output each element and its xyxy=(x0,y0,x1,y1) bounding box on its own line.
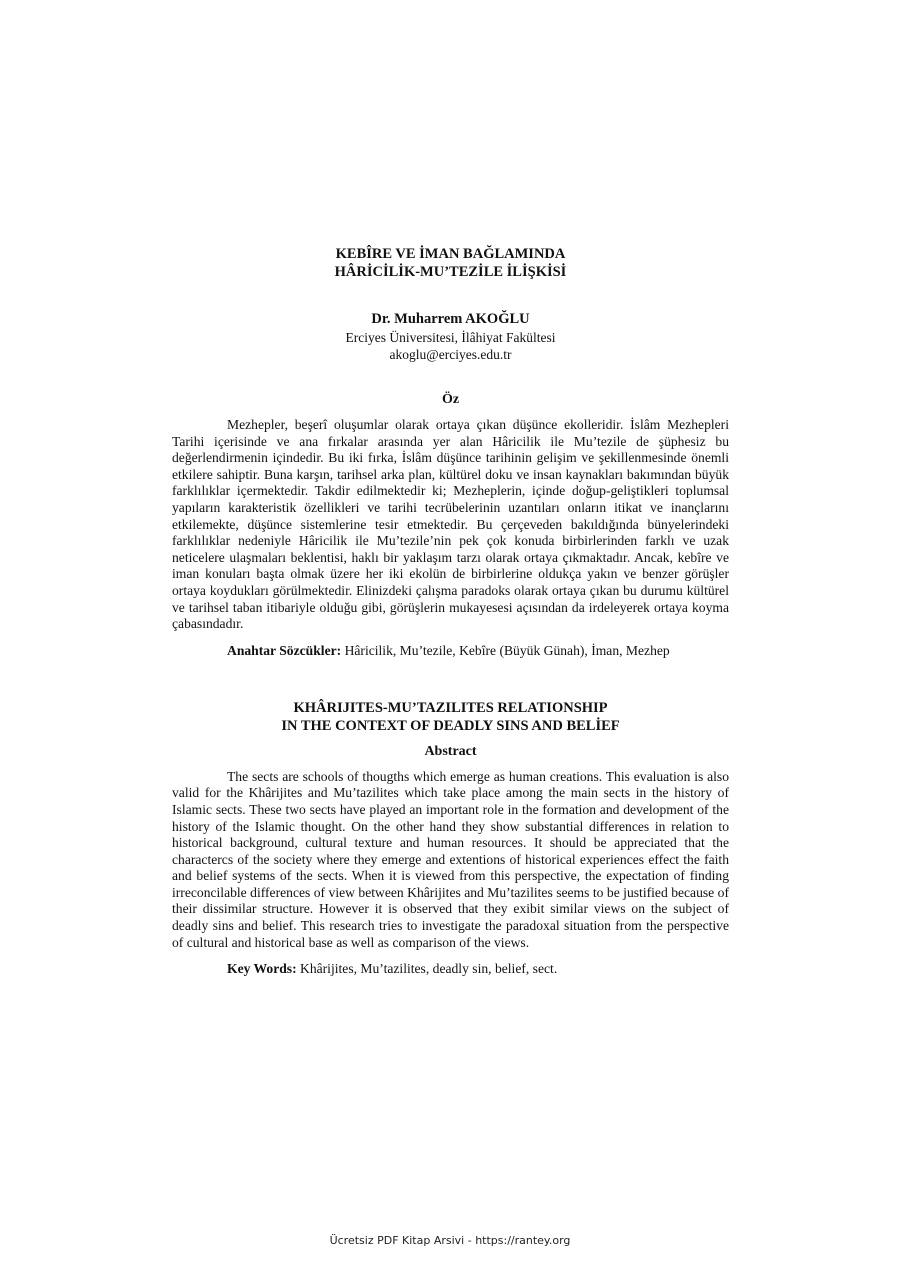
english-abstract-text: The sects are schools of thougths which emerge as human creations. This evaluation is also valid for the Khârijites and Mu’tazilites which take place among the main sects in the history of Islamic sects. These two sects have played an important role in the formation and development of the history of the Islamic thought. On the other hand they show substantial differences in relation to historical background, cultural texture and human resources. It should be appreciated that the charactercs of the society where they emerge and extentions of historical experiences effect the faith and belief systems of the sects. When it is viewed from this perspective, the expectation of finding irreconcilable differences of view between Khârijites and Mu’tazilites seems to be justified because of their dissimilar structure. However it is observed that they exibit similar views on the subject of deadly sins and belief. This research tries to investigate the paradoxal situation from the perspective of cultural and historical base as well as comparison of the views. xyxy=(172,768,729,950)
page-footer: Ücretsiz PDF Kitap Arsivi - https://rantey.org xyxy=(329,1234,571,1247)
turkish-keywords-list: Hâricilik, Mu’tezile, Kebîre (Büyük Günah), İman, Mezhep xyxy=(341,642,670,658)
turkish-abstract-text: Mezhepler, beşerî oluşumlar olarak ortaya çıkan düşünce ekolleridir. İslâm Mezhepleri Tarihi içerisinde ve ana fırkalar arasında yer alan Hâricilik ile Mu’tezile de şüphesiz bu değerlendirmenin içindedir. Bu iki fırka, İslâm düşünce tarihinin gelişim ve şekillenmesinde önemli etkilere sahiptir. Buna karşın, tarihsel arka plan, kültürel doku ve insan kaynakları bakımından büyük farklılıklar içermektedir. Takdir edilmektedir ki; Mezheplerin, içinde doğup-geliştikleri toplumsal yapıların karakteristik özellikleri ve tarihi tecrübelerinin uzantıları onların itikat ve inançlarını etkilemekte, düşünce sistemlerine tesir etmektedir. Bu çerçeveden bakıldığında bünyelerindeki farklılıklar nedeniyle Hâricilik ile Mu’tezile’nin pek çok konuda birbirlerinden farklı ve uzak neticelere ulaşmaları beklentisi, haklı bir yaklaşım tarzı olarak ortaya çıkmaktadır. Ancak, kebîre ve iman konuları başta olmak üzere her iki ekolün de birbirlerine oldukça yakın ve benzer görüşler ortaya koydukları görülmektedir. Elinizdeki çalışma paradoks olarak ortaya çıkan bu durumu kültürel ve tarihsel taban itibariyle olduğu gibi, görüşlerin mukayesesi açısından da irdeleyerek ortaya koyma çabasındadır. xyxy=(172,417,729,632)
turkish-keywords-label: Anahtar Sözcükler: xyxy=(227,642,342,658)
english-title-line-2: IN THE CONTEXT OF DEADLY SINS AND BELİEF xyxy=(281,717,620,734)
turkish-title-line-1: KEBÎRE VE İMAN BAĞLAMINDA xyxy=(335,246,566,262)
article-first-page xyxy=(172,245,729,977)
english-keywords-label: Key Words: xyxy=(227,961,297,977)
author-affiliation: Erciyes Üniversitesi, İlâhiyat Fakültesi xyxy=(345,330,556,345)
turkish-title xyxy=(172,245,729,281)
english-title xyxy=(172,699,729,735)
turkish-keywords xyxy=(172,642,729,659)
turkish-title-line-2: HÂRİCİLİK-MU’TEZİLE İLİŞKİSİ xyxy=(334,264,567,280)
turkish-abstract-heading: Öz xyxy=(441,392,460,407)
english-keywords xyxy=(172,960,729,977)
english-abstract-heading: Abstract xyxy=(424,743,477,759)
author-name: Dr. Muharrem AKOĞLU xyxy=(371,311,530,327)
author-block xyxy=(172,310,729,363)
english-keywords-list: Khârijites, Mu’tazilites, deadly sin, belief, sect. xyxy=(296,961,558,977)
english-title-line-1: KHÂRIJITES-MU’TAZILITES RELATIONSHIP xyxy=(293,699,608,716)
author-email: akoglu@erciyes.edu.tr xyxy=(389,347,512,362)
